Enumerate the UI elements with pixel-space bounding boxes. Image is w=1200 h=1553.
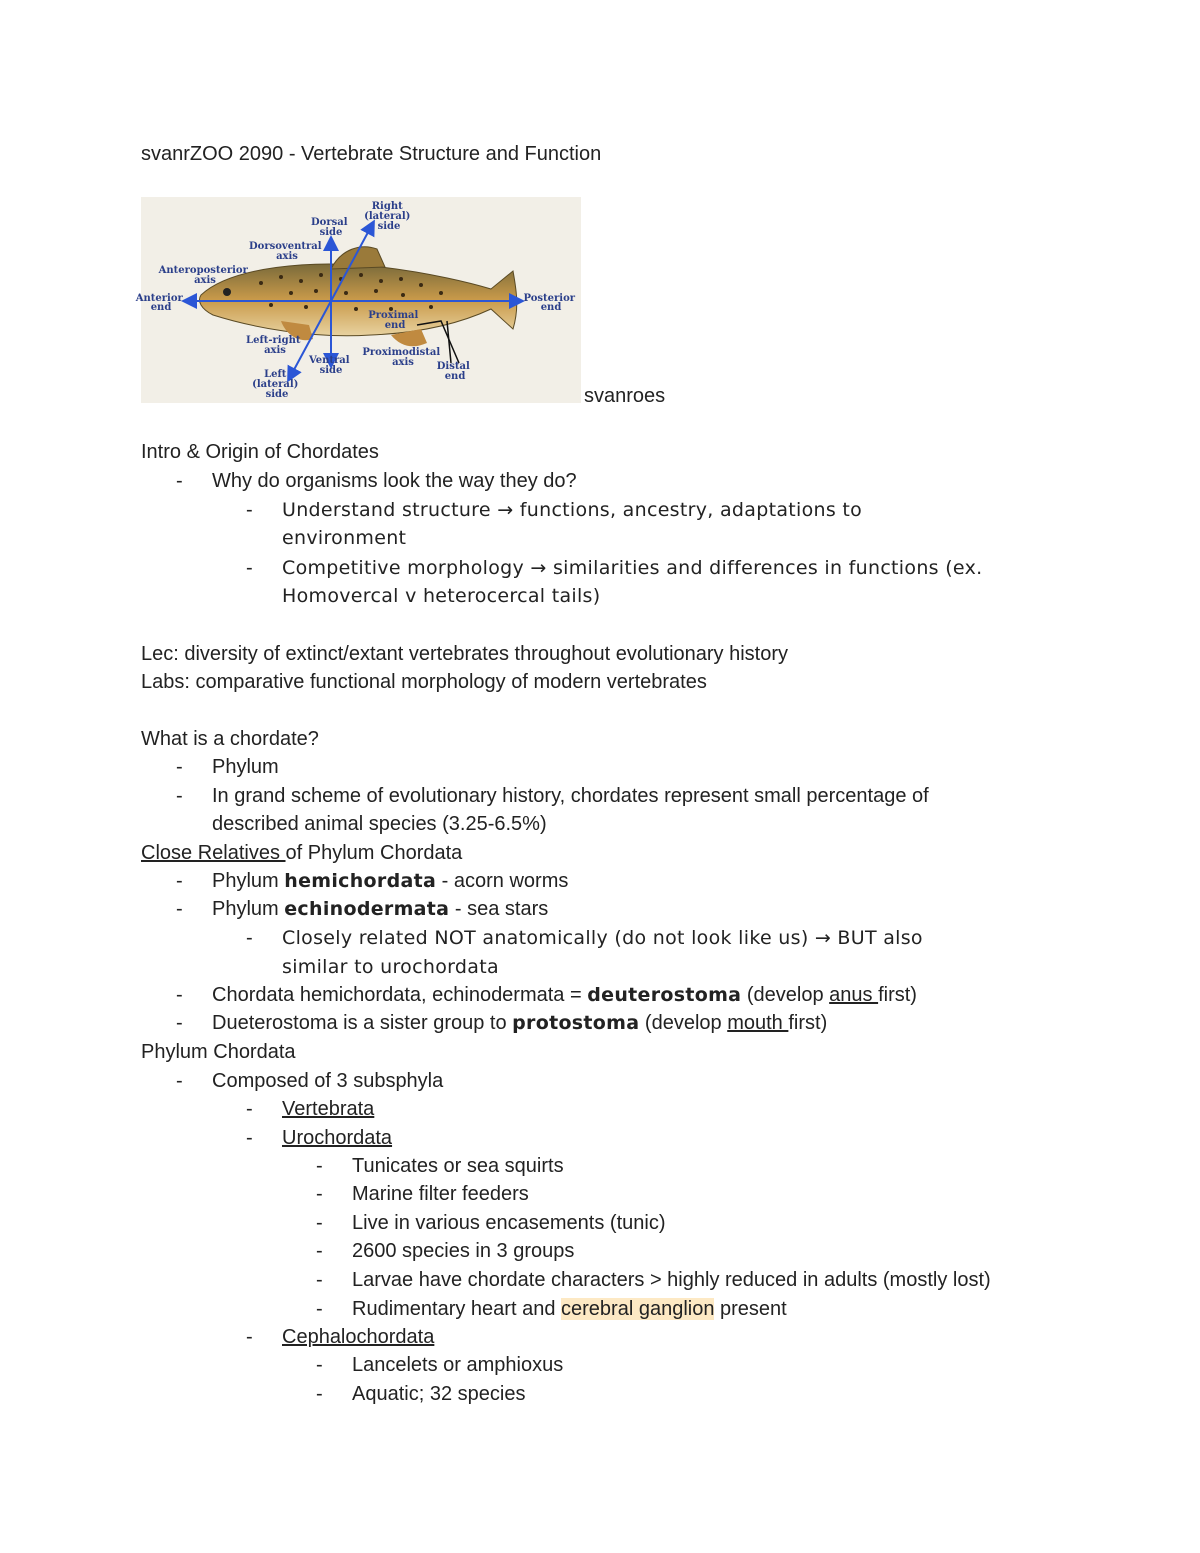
underlined-term: mouth [727,1012,789,1034]
text: - sea stars [449,898,549,920]
text: Phylum [212,898,285,920]
underlined-term: anus [829,984,879,1006]
text: Phylum [212,870,285,892]
bullet-dash: - [176,898,183,920]
bold-term: hemichordata [284,870,437,892]
list-item: Phylum [212,756,279,778]
bullet-dash: - [176,785,183,807]
list-item: Closely related NOT anatomically (do not look like us) → BUT also [282,927,923,949]
label-anterior: Anterior end [135,293,183,313]
text: Chordata hemichordata, echinodermata = [212,984,588,1006]
fish-illustration [200,247,517,346]
list-item [212,1011,827,1035]
bullet-dash: - [176,1012,183,1034]
list-item [212,897,548,921]
lecture-note: Lec: diversity of extinct/extant vertebrates throughout evolutionary history [141,643,789,665]
text: first) [788,1012,828,1034]
label-proximodistal: Proximodistal axis [362,347,441,368]
list-item: Marine filter feeders [352,1183,529,1205]
label-dorsoventral: Dorsoventral axis [248,241,322,262]
bold-term: deuterostoma [587,984,742,1006]
list-item [352,1297,787,1321]
label-right: Right (lateral) side [364,201,411,232]
bullet-dash: - [176,984,183,1006]
page-title: svanrZOO 2090 - Vertebrate Structure and Function [141,143,602,165]
label-leftright: Left-right axis [246,335,301,356]
bullet-dash: - [246,1326,253,1348]
text: first) [878,984,917,1006]
highlighted-term: cerebral ganglion [561,1298,715,1320]
list-item: 2600 species in 3 groups [352,1240,575,1262]
section-heading-relatives [141,841,462,865]
text: Dueterostoma is a sister group to [212,1012,513,1034]
heading-underlined: Close Relatives [141,842,286,864]
bullet-dash: - [316,1155,323,1177]
list-item: Why do organisms look the way they do? [212,470,577,492]
list-item-continuation: similar to urochordata [282,956,499,978]
bullet-dash: - [176,1070,183,1092]
subphylum-vertebrata: Vertebrata [282,1098,375,1120]
label-left: Left (lateral) side [252,369,299,400]
list-item-continuation: described animal species (3.25-6.5%) [212,813,547,835]
section-heading-phylum: Phylum Chordata [141,1041,296,1063]
bullet-dash: - [246,1127,253,1149]
labs-note: Labs: comparative functional morphology of modern vertebrates [141,671,707,693]
label-ventral: Ventral side [308,355,350,376]
text: - acorn worms [436,870,569,892]
subphylum-urochordata: Urochordata [282,1127,393,1149]
text: present [714,1298,787,1320]
list-item: Aquatic; 32 species [352,1383,526,1405]
bullet-dash: - [316,1383,323,1405]
bullet-dash: - [176,756,183,778]
fish-axes-svg [135,197,581,403]
label-anteroposterior: Anteroposterior axis [158,265,248,286]
heading-rest: of Phylum Chordata [285,842,463,864]
bullet-dash: - [316,1269,323,1291]
list-item: Live in various encasements (tunic) [352,1212,666,1234]
label-dorsal: Dorsal side [310,217,348,238]
list-item: In grand scheme of evolutionary history, chordates represent small percentage of [212,785,929,807]
list-item-continuation: Homovercal v heterocercal tails) [282,585,601,607]
bullet-dash: - [246,927,253,949]
bullet-dash: - [246,1098,253,1120]
figure-watermark: svanroes [584,385,666,407]
list-item: Tunicates or sea squirts [352,1155,564,1177]
bullet-dash: - [246,499,253,521]
bold-term: echinodermata [284,898,450,920]
bullet-dash: - [246,557,253,579]
list-item: Understand structure → functions, ancestry, adaptations to [282,499,863,521]
list-item: Larvae have chordate characters > highly reduced in adults (mostly lost) [352,1269,991,1291]
list-item [212,869,568,893]
bullet-dash: - [316,1298,323,1320]
list-item: Competitive morphology → similarities and differences in functions (ex. [282,557,983,579]
bullet-dash: - [316,1354,323,1376]
section-heading-chordate: What is a chordate? [141,728,319,750]
list-item-continuation: environment [282,527,407,549]
section-heading-intro: Intro & Origin of Chordates [141,441,379,463]
bullet-dash: - [316,1212,323,1234]
list-item: Lancelets or amphioxus [352,1354,564,1376]
bold-term: protostoma [512,1012,640,1034]
label-proximal: Proximal end [368,310,419,331]
bullet-dash: - [316,1183,323,1205]
bullet-dash: - [176,470,183,492]
text: (develop [741,984,830,1006]
list-item [212,983,917,1007]
label-posterior: Posterior end [523,293,576,313]
fish-axes-diagram [135,197,581,403]
list-item: Composed of 3 subsphyla [212,1070,444,1092]
bullet-dash: - [316,1240,323,1262]
text: (develop [639,1012,728,1034]
subphylum-cephalochordata: Cephalochordata [282,1326,435,1348]
bullet-dash: - [176,870,183,892]
text: Rudimentary heart and [352,1298,562,1320]
label-distal: Distal end [436,361,470,382]
